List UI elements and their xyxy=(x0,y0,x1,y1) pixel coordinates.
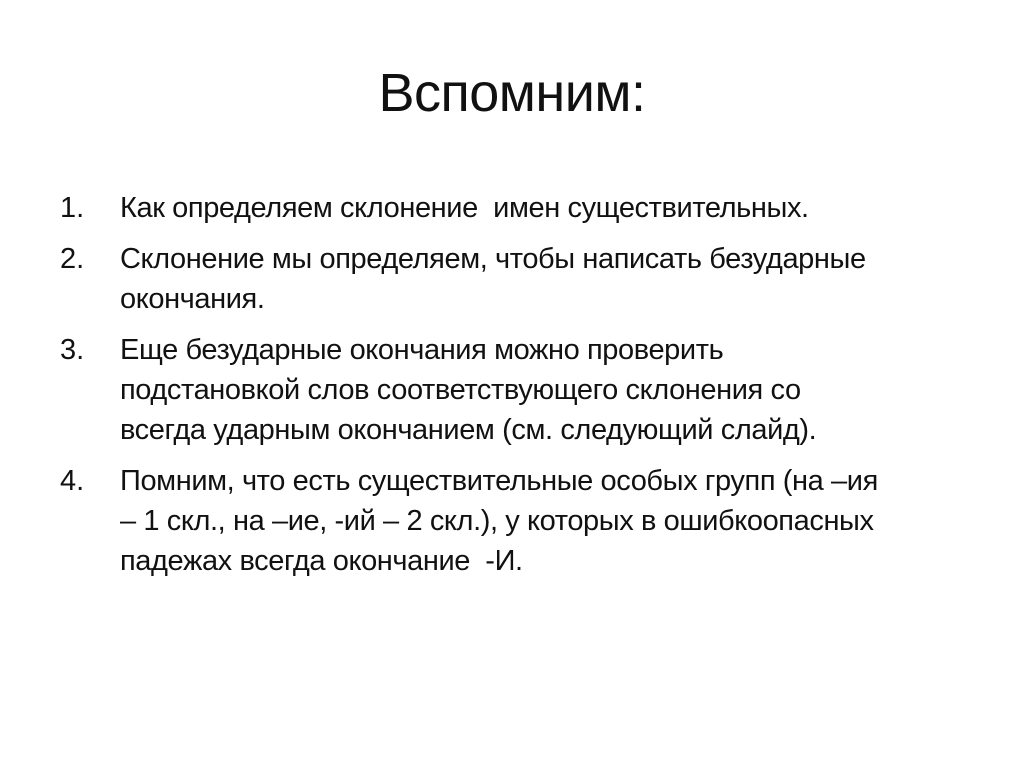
numbered-list xyxy=(60,188,980,592)
item-number: 4. xyxy=(60,465,85,497)
slide-title: Вспомним: xyxy=(378,63,646,123)
list-item xyxy=(60,239,980,319)
list-item xyxy=(60,188,980,228)
list-item xyxy=(60,330,980,450)
item-number: 2. xyxy=(60,243,85,275)
item-text-line: подстановкой слов соответствующего склонения со xyxy=(120,374,801,406)
item-text-line: падежах всегда окончание -И. xyxy=(120,545,523,577)
list-item xyxy=(60,461,980,581)
item-number: 3. xyxy=(60,334,85,366)
item-text-line: окончания. xyxy=(120,283,265,315)
item-text-line: Как определяем склонение имен существительных. xyxy=(120,192,809,224)
item-number: 1. xyxy=(60,192,85,224)
item-text-line: всегда ударным окончанием (см. следующий слайд). xyxy=(120,414,817,446)
item-text-line: Еще безударные окончания можно проверить xyxy=(120,334,724,366)
item-text-line: – 1 скл., на –ие, -ий – 2 скл.), у которых в ошибкоопасных xyxy=(120,505,874,537)
item-text-line: Склонение мы определяем, чтобы написать безударные xyxy=(120,243,866,275)
item-text-line: Помним, что есть существительные особых групп (на –ия xyxy=(120,465,878,497)
